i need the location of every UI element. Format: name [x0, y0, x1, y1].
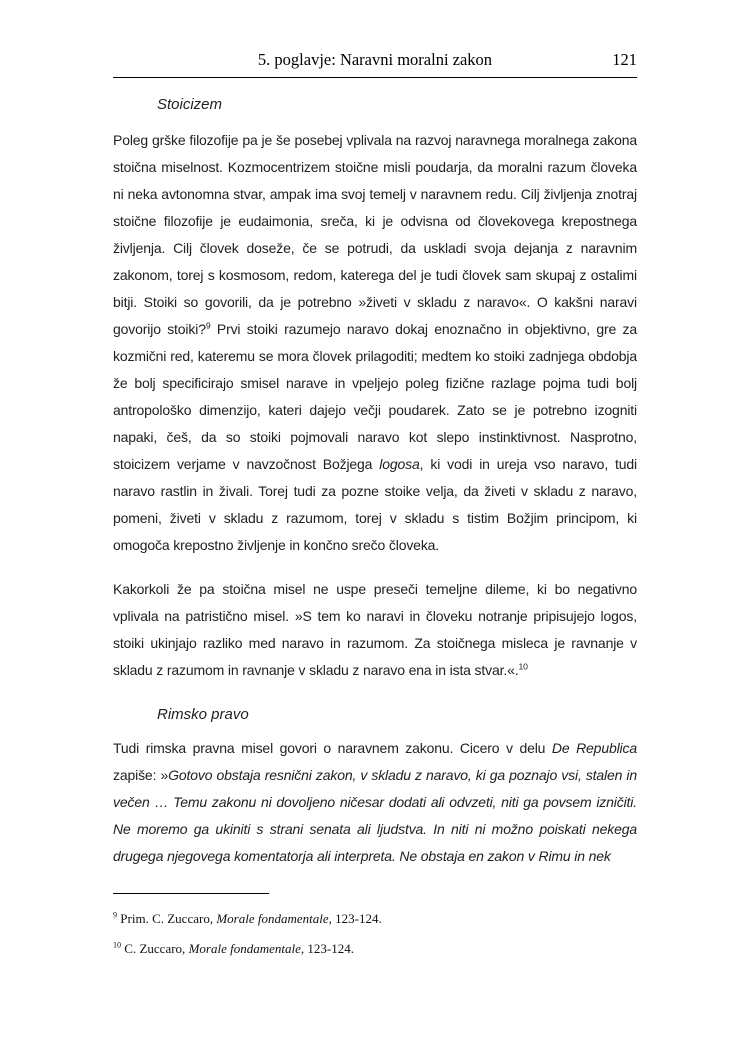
section-heading-stoicizem: Stoicizem: [157, 96, 223, 113]
footnote-9-marker: 9: [113, 910, 118, 920]
page-body: [113, 77, 637, 870]
page-number: 121: [612, 50, 637, 69]
footnote-10: [113, 940, 637, 957]
section-heading-rimsko-pravo: Rimsko pravo: [157, 706, 249, 723]
paragraph-rimsko-pravo-1: Tudi rimska pravna misel govori o naravnem zakonu. Cicero v delu De Republica zapiše: »Gotovo obstaja resnični zakon, v skladu z naravo, ki ga poznajo vsi, stalen in večen … Temu zakonu ni dovoljeno ničesar dodati ali odvzeti, niti ga povsem izničiti. Ne moremo ga ukiniti s strani senata ali ljudstva. In niti ni možno poiskati nekega drugega njegovega komentatorja ali interpreta. Ne obstaja en zakon v Rimu in nek: [113, 740, 638, 864]
paragraph-stoicizem-2: Kakorkoli že pa stoična misel ne uspe preseči temeljne dileme, ki bo negativno vplivala na patristično misel. »S tem ko naravi in človeku notranje pripisujejo logos, stoiki ukinjajo razliko med naravo in razumom. Za stoičnega misleca je ravnanje v skladu z razumom in ravnanje v skladu z naravo ena in ista stvar.«.$^{10}$: [113, 581, 637, 678]
running-header-title: 5. poglavje: Naravni moralni zakon: [257, 50, 493, 69]
footnote-9: [113, 910, 637, 927]
paragraph-stoicizem-1: Poleg grške filozofije pa je še posebej vplivala na razvoj naravnega moralnega zakona stoična miselnost. Kozmocentrizem stoične misli poudarja, da moralni razum človeka ni neka avtonomna stvar, ampak ima svoj temelj v naravnem redu. Cilj življenja znotraj stoične filozofije je eudaimonia, sreča, ki je odvisna od človekovega krepostnega življenja. Cilj človek doseže, če se potrudi, da uskladi svoja dejanja z naravnim zakonom, torej s kosmosom, redom, katerega del je tudi človek sam skupaj z ostalimi bitji. Stoiki so govorili, da je potrebno »živeti v skladu z naravo«. O kakšni naravi govorijo stoiki?$^9$ Prvi stoiki razumejo naravo dokaj enoznačno in objektivno, gre za kozmični red, kateremu se mora človek prilagoditi; medtem ko stoiki zadnjega obdobja že bolj specificirajo smisel narave in vpeljejo poleg fizične razlage pojma tudi bolj antropološko dimenzijo, kateri dajejo večji poudarek. Zato se je potrebno izogniti napaki, češ, da so stoiki pojmovali naravo kot slepo instinktivnost. Nasprotno, stoicizem verjame v navzočnost Božjega logosa, ki vodi in ureja vso naravo, tudi naravo rastlin in živali. Torej tudi za pozne stoike velja, da živeti v skladu z naravo, pomeni, živeti v skladu z razumom, torej v skladu s tistim Božjim principom, ki omogoča krepostno življenje in končno srečo človeka.: [113, 132, 637, 553]
footnote-10-marker: 10: [113, 940, 122, 950]
footnotes-section: [113, 893, 637, 957]
footnote-separator-rule: [113, 893, 269, 894]
footnote-9-text: Prim. C. Zuccaro, Morale fondamentale, 123-124.: [117, 911, 382, 926]
footnote-10-text: C. Zuccaro, Morale fondamentale, 123-124.: [121, 941, 354, 956]
page-header: [113, 50, 637, 78]
